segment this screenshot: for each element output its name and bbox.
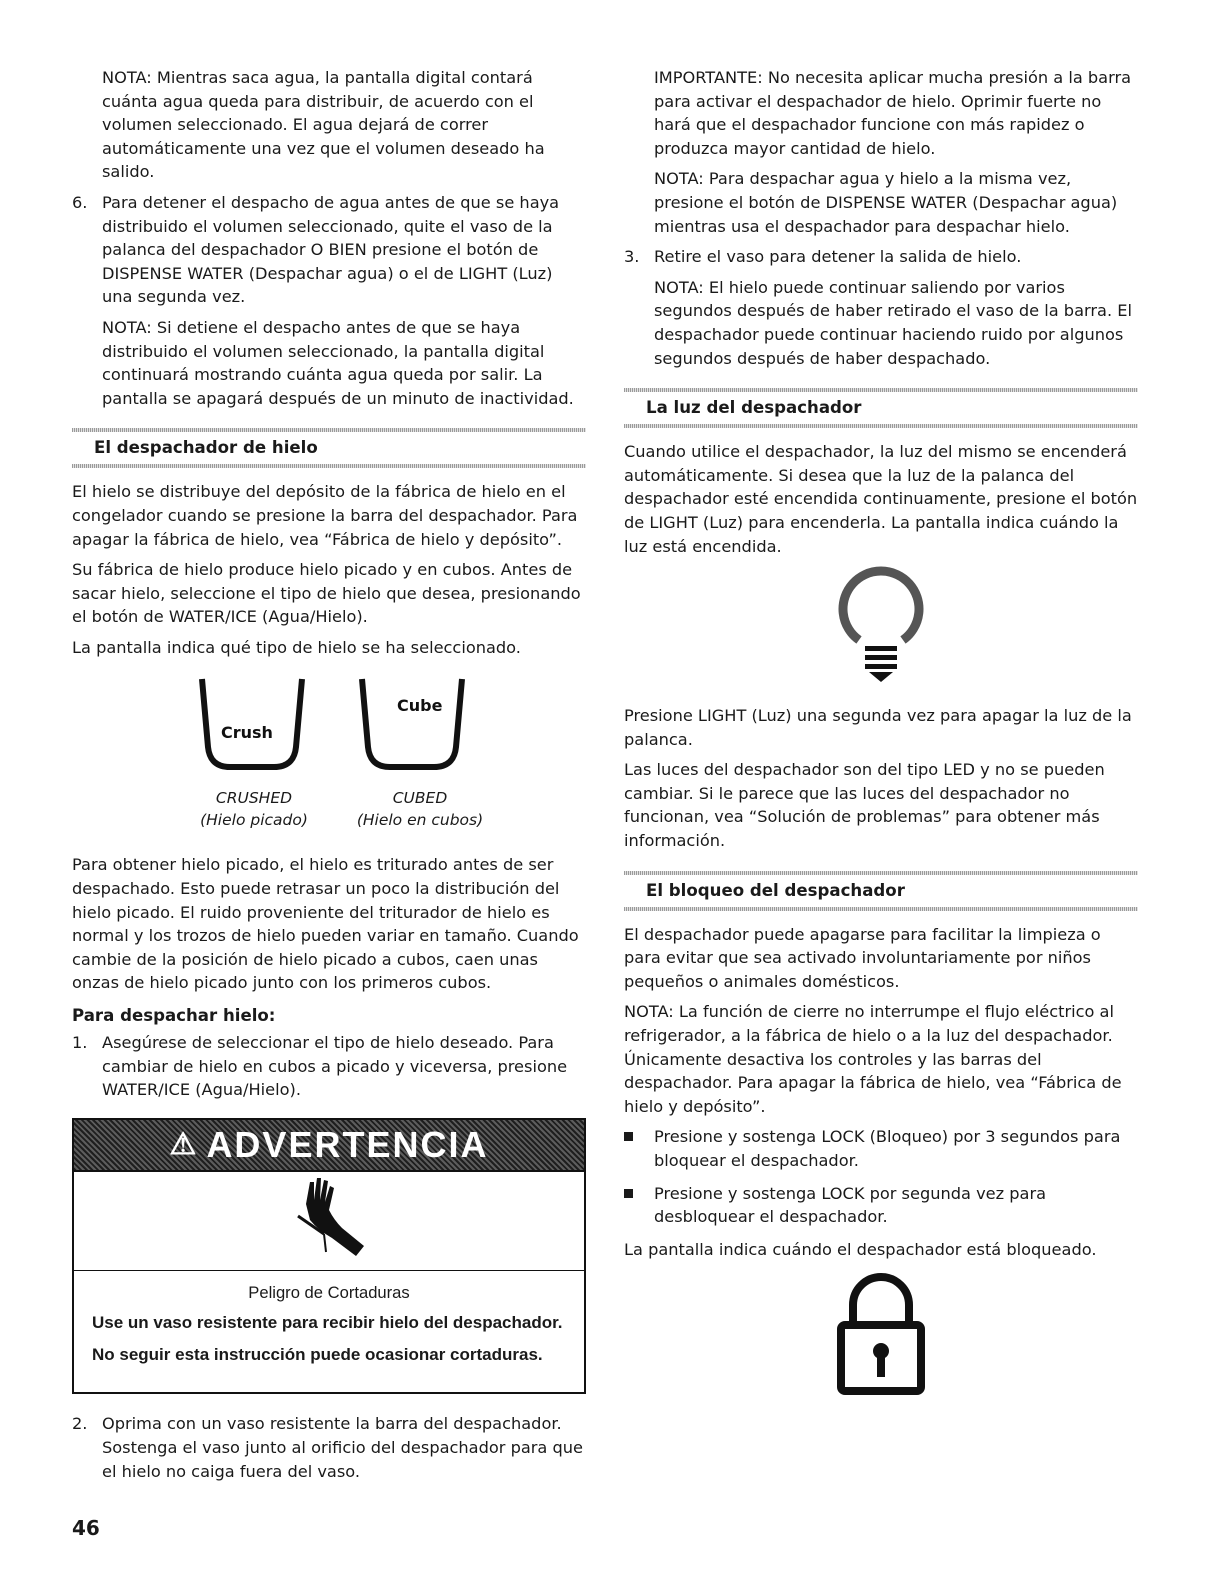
paragraph-ice-display: La pantalla indica qué tipo de hielo se ha seleccionado. xyxy=(72,637,521,657)
warning-title: ADVERTENCIA xyxy=(206,1124,489,1166)
section-rule xyxy=(72,464,586,468)
warning-hazard: Peligro de Cortaduras xyxy=(248,1282,410,1302)
caption-cubed-es: (Hielo en cubos) xyxy=(356,811,484,830)
section-dispenser-light xyxy=(624,388,1138,428)
step-number: 6. xyxy=(72,192,88,212)
step-6 xyxy=(72,191,586,309)
bullet-unlock xyxy=(624,1182,1138,1229)
note-important-pressure: IMPORTANTE: No necesita aplicar mucha presión a la barra para activar el despachador de hielo. Oprimir fuerte no hará que el despachador funcione con más rapidez o produzca mayor cantidad de hielo. xyxy=(654,68,1132,158)
note-ice-continues: NOTA: El hielo puede continuar saliendo por varios segundos después de haber retirado el vaso de la barra. El despachador puede continuar haciendo ruido por algunos segundos después de haber despachado. xyxy=(654,277,1132,368)
section-rule xyxy=(624,424,1138,428)
paragraph-lock-display: La pantalla indica cuándo el despachador está bloqueado. xyxy=(624,1239,1097,1259)
bullet-square-icon xyxy=(624,1189,633,1198)
lock-figure xyxy=(624,1269,1138,1399)
step-text: Oprima con un vaso resistente la barra del despachador. Sostenga el vaso junto al orificio del despachador para que el hielo no caiga fuera del vaso. xyxy=(102,1414,583,1481)
note-water-and-ice: NOTA: Para despachar agua y hielo a la misma vez, presione el botón de DISPENSE WATER (Despachar agua) mientras usa el despachador para despachar hielo. xyxy=(654,169,1118,236)
paragraph-ice-types: Su fábrica de hielo produce hielo picado y en cubos. Antes de sacar hielo, seleccione el tipo de hielo que desea, presionando el botón de WATER/ICE (Agua/Hielo). xyxy=(72,560,581,627)
page-number: 46 xyxy=(72,1516,100,1540)
step-text: Retire el vaso para detener la salida de hielo. xyxy=(654,247,1022,267)
step-1 xyxy=(72,1031,586,1102)
light-figure xyxy=(624,566,1138,694)
warning-line-1: Use un vaso resistente para recibir hielo del despachador. xyxy=(92,1313,563,1333)
step-2 xyxy=(72,1412,586,1483)
bullet-text: Presione y sostenga LOCK por segunda vez para desbloquear el despachador. xyxy=(654,1183,1047,1227)
caption-crushed-en: CRUSHED xyxy=(215,789,293,808)
paragraph-light-off: Presione LIGHT (Luz) una segunda vez para apagar la luz de la palanca. xyxy=(624,706,1132,749)
step-number: 3. xyxy=(624,247,640,267)
crush-label: Crush xyxy=(221,723,273,743)
note-stop-dispense: NOTA: Si detiene el despacho antes de que se haya distribuido el volumen seleccionado, la pantalla digital continuará mostrando cuánta agua queda por salir. La pantalla se apagará después de un minuto de inactividad. xyxy=(102,317,574,408)
cut-hazard-icon xyxy=(284,1176,374,1266)
step-number: 2. xyxy=(72,1414,88,1434)
section-rule xyxy=(624,388,1138,392)
caption-crushed xyxy=(174,787,334,831)
bullet-square-icon xyxy=(624,1132,633,1141)
section-heading: La luz del despachador xyxy=(646,398,862,418)
paragraph-light-auto: Cuando utilice el despachador, la luz del mismo se encenderá automáticamente. Si desea que la luz de la palanca del despachador esté encendida continuamente, presione el botón de LIGHT (Luz) para encenderla. La pantalla indica cuándo la luz está encendida. xyxy=(624,442,1138,556)
light-bulb-icon xyxy=(831,566,931,694)
section-rule xyxy=(624,871,1138,875)
subheading-dispense-ice: Para despachar hielo: xyxy=(72,1006,276,1026)
caption-cubed xyxy=(340,787,500,831)
step-text: Para detener el despacho de agua antes de que se haya distribuido el volumen seleccionado, quite el vaso de la palanca del despachador O BIEN presione el botón de DISPENSE WATER (Despachar agua) o el de LIGHT (Luz) una segunda vez. xyxy=(102,192,560,307)
left-column xyxy=(72,66,586,1490)
warning-triangle-icon: ⚠ xyxy=(169,1128,199,1162)
section-heading: El bloqueo del despachador xyxy=(646,880,905,900)
step-text: Asegúrese de seleccionar el tipo de hielo deseado. Para cambiar de hielo en cubos a picado y viceversa, presione WATER/ICE (Agua/Hielo). xyxy=(102,1033,568,1100)
warning-box xyxy=(72,1118,586,1395)
bullet-text: Presione y sostenga LOCK (Bloqueo) por 3 segundos para bloquear el despachador. xyxy=(654,1127,1121,1170)
bullet-lock xyxy=(624,1125,1138,1172)
section-rule xyxy=(624,907,1138,911)
ice-type-figure xyxy=(72,667,586,847)
paragraph-lock-intro: El despachador puede apagarse para facilitar la limpieza o para evitar que sea activado involuntariamente por niños pequeños o animales domésticos. xyxy=(624,924,1101,991)
step-3 xyxy=(624,245,1138,269)
warning-header xyxy=(74,1120,584,1172)
cube-cup-icon xyxy=(362,679,462,767)
caption-crushed-es: (Hielo picado) xyxy=(200,811,308,830)
step-number: 1. xyxy=(72,1033,88,1053)
paragraph-lock-note: NOTA: La función de cierre no interrumpe el flujo eléctrico al refrigerador, a la fábrica de hielo o a la luz del despachador. Únicamente desactiva los controles y las barras del despachador. Para apagar la fábrica de hielo, vea “Fábrica de hielo y depósito”. xyxy=(624,1002,1122,1116)
paragraph-ice-intro: El hielo se distribuye del depósito de la fábrica de hielo en el congelador cuando se presione la barra del despachador. Para apagar la fábrica de hielo, vea “Fábrica de hielo y depósito”. xyxy=(72,482,578,549)
note-water-countdown: NOTA: Mientras saca agua, la pantalla digital contará cuánta agua queda para distribuir, de acuerdo con el volumen seleccionado. El agua dejará de correr automáticamente una vez que el volumen deseado ha salido. xyxy=(102,68,545,182)
ice-cups-illustration xyxy=(72,667,586,787)
paragraph-led-info: Las luces del despachador son del tipo LED y no se pueden cambiar. Si le parece que las luces del despachador no funcionan, vea “Solución de problemas” para obtener más información. xyxy=(624,760,1105,851)
right-column xyxy=(624,66,1138,1409)
lock-icon xyxy=(831,1269,931,1399)
section-heading: El despachador de hielo xyxy=(94,438,318,458)
warning-body xyxy=(74,1271,584,1393)
caption-cubed-en: CUBED xyxy=(392,789,448,808)
paragraph-crushed-info: Para obtener hielo picado, el hielo es triturado antes de ser despachado. Esto puede retrasar un poco la distribución del hielo picado. El ruido proveniente del triturador de hielo es normal y los trozos de hielo pueden variar en tamaño. Cuando cambie de la posición de hielo picado a cubos, caen unas onzas de hielo picado junto con los primeros cubos. xyxy=(72,855,579,993)
section-dispenser-lock xyxy=(624,871,1138,911)
warning-line-2: No seguir esta instrucción puede ocasionar cortaduras. xyxy=(92,1345,543,1365)
cube-label: Cube xyxy=(397,696,443,716)
section-rule xyxy=(72,428,586,432)
section-ice-dispenser xyxy=(72,428,586,468)
warning-icon-row xyxy=(74,1172,584,1271)
